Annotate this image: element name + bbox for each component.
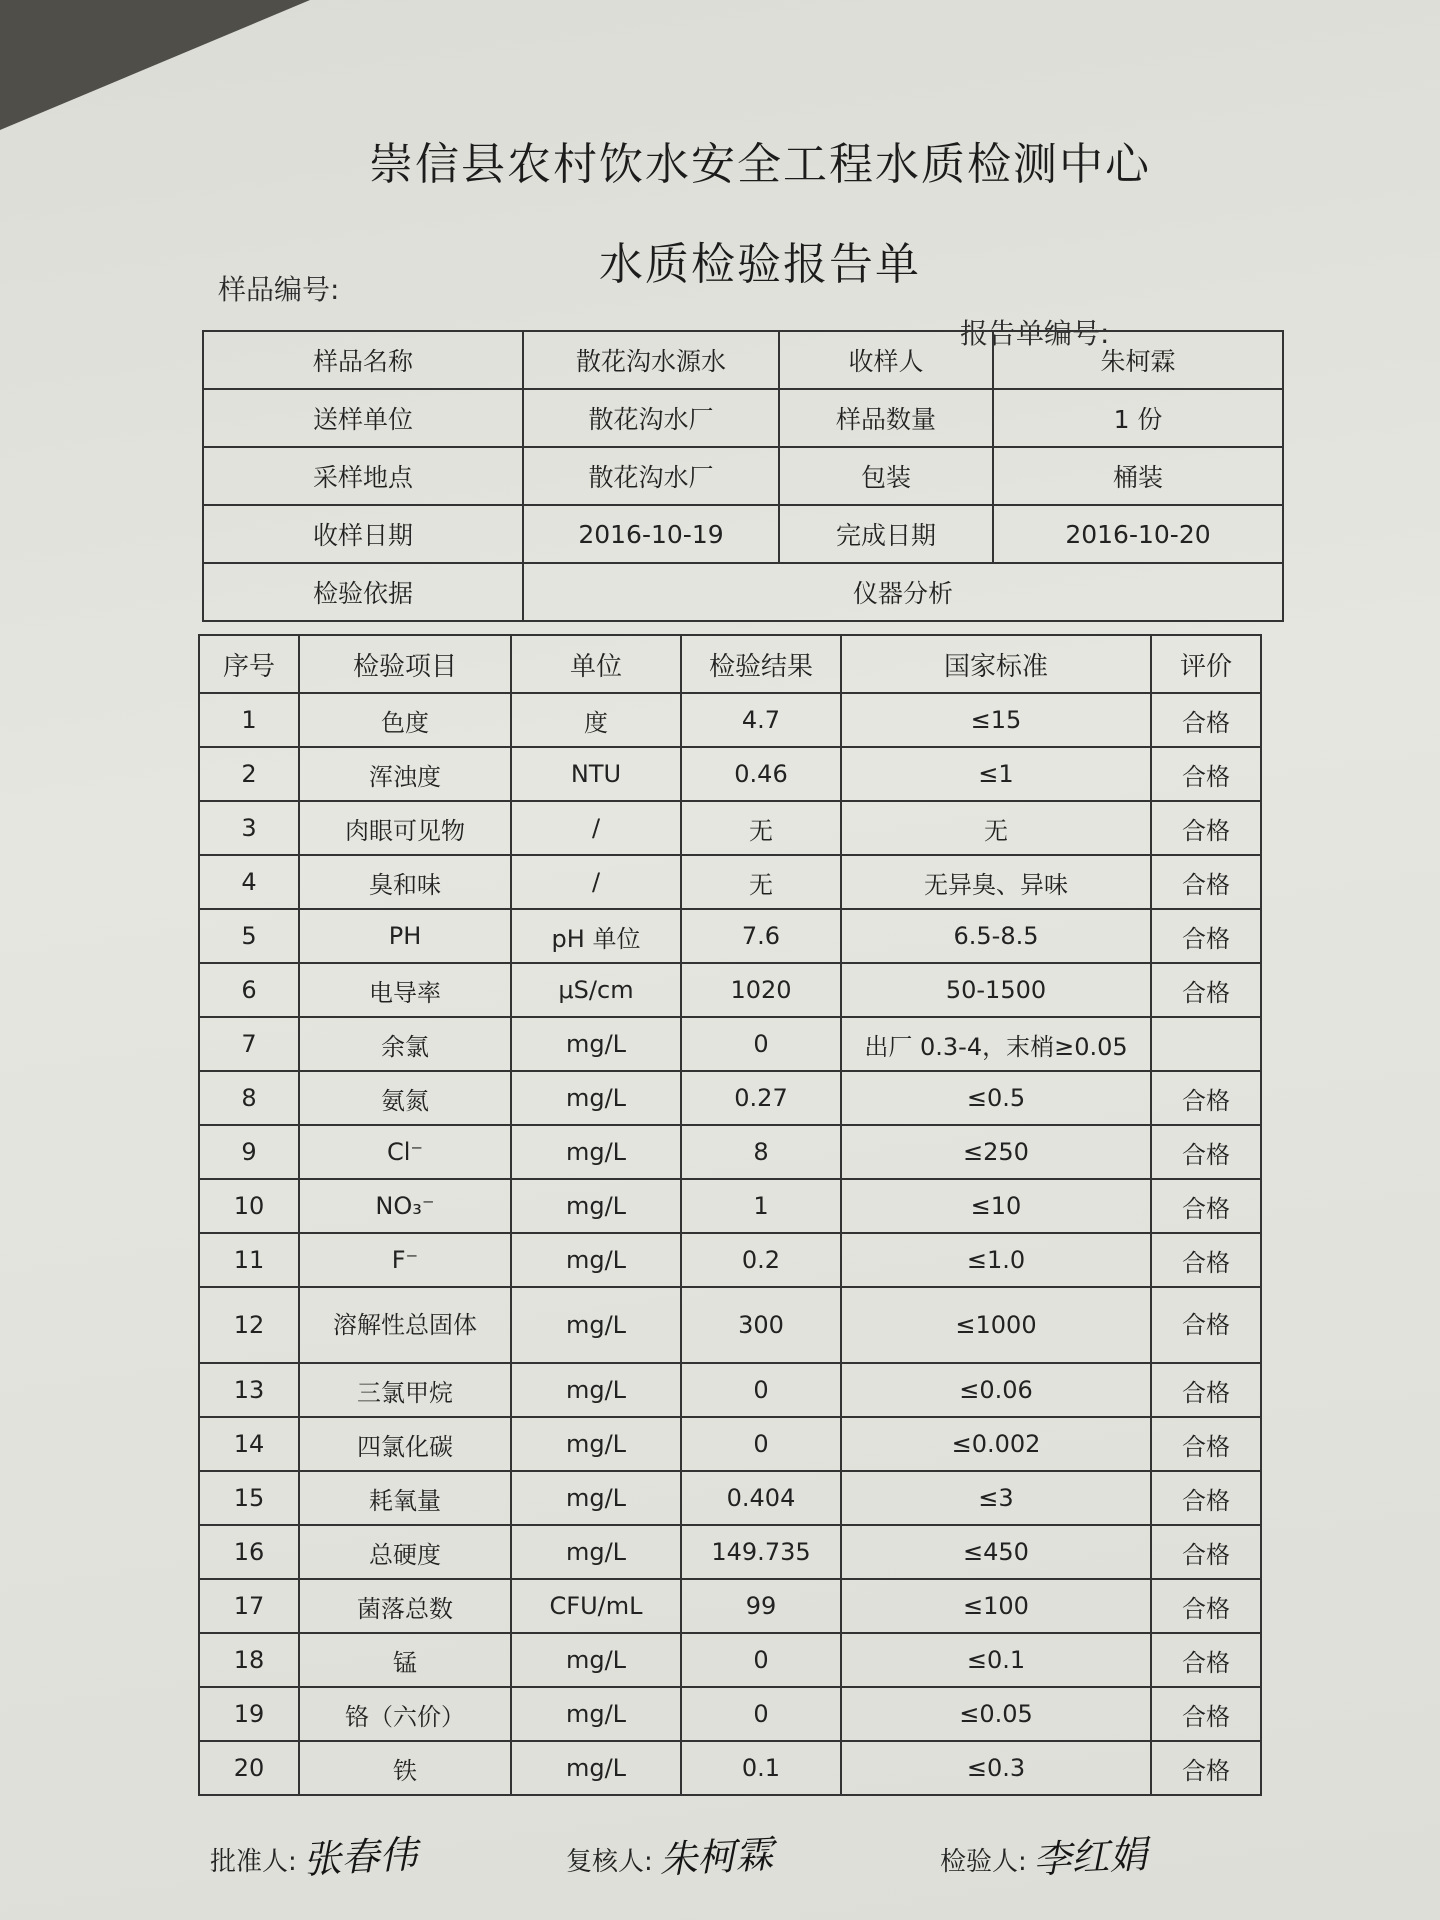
doc-title: 水质检验报告单 [599, 239, 921, 290]
info-label: 样品名称 [203, 331, 523, 389]
item-result: 0.404 [681, 1471, 841, 1525]
info-value: 2016-10-20 [993, 505, 1283, 563]
item-standard: ≤0.05 [841, 1687, 1151, 1741]
info-label: 样品数量 [779, 389, 993, 447]
table-row [199, 1471, 1261, 1525]
table-row [199, 855, 1261, 909]
item-index: 5 [199, 909, 299, 963]
item-result: 8 [681, 1125, 841, 1179]
basis-label: 检验依据 [203, 563, 523, 621]
item-index: 18 [199, 1633, 299, 1687]
item-name: 耗氧量 [299, 1471, 511, 1525]
item-standard: 无 [841, 801, 1151, 855]
item-evaluation: 合格 [1151, 1071, 1261, 1125]
item-standard: 出厂 0.3-4，末梢≥0.05 [841, 1017, 1151, 1071]
item-evaluation: 合格 [1151, 1687, 1261, 1741]
inspector-name: 李红娟 [1031, 1832, 1149, 1882]
info-value: 桶装 [993, 447, 1283, 505]
header-result: 检验结果 [681, 635, 841, 693]
item-unit: μS/cm [511, 963, 681, 1017]
item-index: 15 [199, 1471, 299, 1525]
item-unit: mg/L [511, 1525, 681, 1579]
item-evaluation: 合格 [1151, 693, 1261, 747]
item-result: 0.1 [681, 1741, 841, 1795]
basis-value: 仪器分析 [523, 563, 1283, 621]
item-unit: mg/L [511, 1179, 681, 1233]
header-standard: 国家标准 [841, 635, 1151, 693]
item-index: 20 [199, 1741, 299, 1795]
item-index: 2 [199, 747, 299, 801]
item-index: 7 [199, 1017, 299, 1071]
test-items-table [198, 634, 1262, 1796]
info-label: 收样人 [779, 331, 993, 389]
table-row [199, 1017, 1261, 1071]
header-unit: 单位 [511, 635, 681, 693]
item-name: 电导率 [299, 963, 511, 1017]
item-evaluation: 合格 [1151, 1233, 1261, 1287]
item-evaluation: 合格 [1151, 747, 1261, 801]
item-standard: 50-1500 [841, 963, 1151, 1017]
item-evaluation: 合格 [1151, 1525, 1261, 1579]
item-unit: pH 单位 [511, 909, 681, 963]
item-unit: / [511, 855, 681, 909]
item-result: 0.27 [681, 1071, 841, 1125]
item-standard: ≤1000 [841, 1287, 1151, 1363]
item-unit: mg/L [511, 1233, 681, 1287]
item-index: 19 [199, 1687, 299, 1741]
info-label: 收样日期 [203, 505, 523, 563]
info-value: 散花沟水厂 [523, 389, 779, 447]
item-unit: / [511, 801, 681, 855]
item-result: 无 [681, 801, 841, 855]
item-standard: ≤0.06 [841, 1363, 1151, 1417]
table-row [199, 1363, 1261, 1417]
item-unit: mg/L [511, 1471, 681, 1525]
items-header-row [199, 635, 1261, 693]
item-index: 8 [199, 1071, 299, 1125]
item-evaluation [1151, 1017, 1261, 1071]
item-result: 0 [681, 1417, 841, 1471]
basis-row [203, 563, 1283, 621]
item-unit: mg/L [511, 1741, 681, 1795]
item-standard: ≤0.5 [841, 1071, 1151, 1125]
item-standard: ≤0.3 [841, 1741, 1151, 1795]
item-name: 色度 [299, 693, 511, 747]
reviewer-label: 复核人: [566, 1847, 653, 1877]
item-standard: ≤1 [841, 747, 1151, 801]
item-name: NO₃⁻ [299, 1179, 511, 1233]
item-standard: ≤100 [841, 1579, 1151, 1633]
item-standard: 6.5-8.5 [841, 909, 1151, 963]
item-evaluation: 合格 [1151, 1363, 1261, 1417]
approver-label: 批准人: [210, 1847, 297, 1877]
item-name: PH [299, 909, 511, 963]
item-name: 浑浊度 [299, 747, 511, 801]
item-index: 3 [199, 801, 299, 855]
table-row [199, 801, 1261, 855]
item-name: 锰 [299, 1633, 511, 1687]
table-row [199, 1233, 1261, 1287]
item-standard: ≤10 [841, 1179, 1151, 1233]
item-index: 9 [199, 1125, 299, 1179]
table-row [199, 1287, 1261, 1363]
table-row [199, 1525, 1261, 1579]
item-unit: 度 [511, 693, 681, 747]
table-row [199, 1741, 1261, 1795]
item-name: 三氯甲烷 [299, 1363, 511, 1417]
item-unit: mg/L [511, 1363, 681, 1417]
item-result: 0 [681, 1633, 841, 1687]
item-evaluation: 合格 [1151, 1179, 1261, 1233]
item-unit: mg/L [511, 1633, 681, 1687]
item-name: 四氯化碳 [299, 1417, 511, 1471]
table-row [199, 693, 1261, 747]
item-name: 菌落总数 [299, 1579, 511, 1633]
table-row [199, 1071, 1261, 1125]
item-standard: ≤450 [841, 1525, 1151, 1579]
item-standard: ≤3 [841, 1471, 1151, 1525]
item-result: 1 [681, 1179, 841, 1233]
item-unit: mg/L [511, 1287, 681, 1363]
item-unit: mg/L [511, 1125, 681, 1179]
item-result: 300 [681, 1287, 841, 1363]
sample-number-label: 样品编号: [218, 273, 340, 306]
item-evaluation: 合格 [1151, 1287, 1261, 1363]
item-index: 16 [199, 1525, 299, 1579]
header-evaluation: 评价 [1151, 635, 1261, 693]
approver-signature [210, 1826, 417, 1881]
item-index: 4 [199, 855, 299, 909]
info-value: 2016-10-19 [523, 505, 779, 563]
header-index: 序号 [199, 635, 299, 693]
item-name: 铬（六价） [299, 1687, 511, 1741]
item-name: F⁻ [299, 1233, 511, 1287]
info-value: 朱柯霖 [993, 331, 1283, 389]
info-row [203, 389, 1283, 447]
item-result: 99 [681, 1579, 841, 1633]
item-index: 14 [199, 1417, 299, 1471]
table-row [199, 909, 1261, 963]
sample-info-table [202, 330, 1284, 622]
item-result: 0 [681, 1687, 841, 1741]
info-label: 采样地点 [203, 447, 523, 505]
table-row [199, 1687, 1261, 1741]
info-row [203, 505, 1283, 563]
item-evaluation: 合格 [1151, 1125, 1261, 1179]
item-unit: mg/L [511, 1017, 681, 1071]
table-row [199, 963, 1261, 1017]
report-number-label: 报告单编号: [960, 317, 1110, 350]
item-name: Cl⁻ [299, 1125, 511, 1179]
items-body [199, 693, 1261, 1795]
item-evaluation: 合格 [1151, 1579, 1261, 1633]
header-item: 检验项目 [299, 635, 511, 693]
item-result: 0 [681, 1363, 841, 1417]
item-unit: NTU [511, 747, 681, 801]
item-name: 肉眼可见物 [299, 801, 511, 855]
item-unit: mg/L [511, 1417, 681, 1471]
item-standard: ≤0.002 [841, 1417, 1151, 1471]
info-value: 散花沟水厂 [523, 447, 779, 505]
info-label: 送样单位 [203, 389, 523, 447]
info-label: 完成日期 [779, 505, 993, 563]
info-value: 1 份 [993, 389, 1283, 447]
item-index: 10 [199, 1179, 299, 1233]
info-label: 包装 [779, 447, 993, 505]
item-evaluation: 合格 [1151, 1471, 1261, 1525]
item-unit: mg/L [511, 1687, 681, 1741]
info-row [203, 447, 1283, 505]
item-name: 溶解性总固体 [299, 1287, 511, 1363]
item-index: 6 [199, 963, 299, 1017]
table-row [199, 1417, 1261, 1471]
table-row [199, 1179, 1261, 1233]
item-index: 13 [199, 1363, 299, 1417]
item-name: 铁 [299, 1741, 511, 1795]
item-result: 4.7 [681, 693, 841, 747]
table-row [199, 1633, 1261, 1687]
info-row [203, 331, 1283, 389]
item-result: 7.6 [681, 909, 841, 963]
table-row [199, 1579, 1261, 1633]
item-index: 1 [199, 693, 299, 747]
item-evaluation: 合格 [1151, 855, 1261, 909]
item-standard: ≤15 [841, 693, 1151, 747]
item-evaluation: 合格 [1151, 963, 1261, 1017]
item-result: 0.46 [681, 747, 841, 801]
item-name: 余氯 [299, 1017, 511, 1071]
item-evaluation: 合格 [1151, 1417, 1261, 1471]
reviewer-name: 朱柯霖 [657, 1832, 775, 1882]
inspector-label: 检验人: [940, 1847, 1027, 1877]
org-title: 崇信县农村饮水安全工程水质检测中心 [369, 139, 1151, 190]
item-name: 总硬度 [299, 1525, 511, 1579]
item-result: 1020 [681, 963, 841, 1017]
item-evaluation: 合格 [1151, 801, 1261, 855]
approver-name: 张春伟 [301, 1832, 419, 1882]
item-index: 11 [199, 1233, 299, 1287]
inspector-signature [940, 1826, 1147, 1881]
item-unit: mg/L [511, 1071, 681, 1125]
item-standard: 无异臭、异味 [841, 855, 1151, 909]
item-index: 17 [199, 1579, 299, 1633]
item-result: 无 [681, 855, 841, 909]
item-evaluation: 合格 [1151, 1741, 1261, 1795]
item-name: 氨氮 [299, 1071, 511, 1125]
item-standard: ≤250 [841, 1125, 1151, 1179]
table-row [199, 747, 1261, 801]
table-row [199, 1125, 1261, 1179]
item-unit: CFU/mL [511, 1579, 681, 1633]
item-result: 0.2 [681, 1233, 841, 1287]
item-result: 149.735 [681, 1525, 841, 1579]
item-standard: ≤1.0 [841, 1233, 1151, 1287]
item-evaluation: 合格 [1151, 909, 1261, 963]
info-value: 散花沟水源水 [523, 331, 779, 389]
item-index: 12 [199, 1287, 299, 1363]
item-standard: ≤0.1 [841, 1633, 1151, 1687]
reviewer-signature [566, 1826, 773, 1881]
item-name: 臭和味 [299, 855, 511, 909]
item-evaluation: 合格 [1151, 1633, 1261, 1687]
item-result: 0 [681, 1017, 841, 1071]
